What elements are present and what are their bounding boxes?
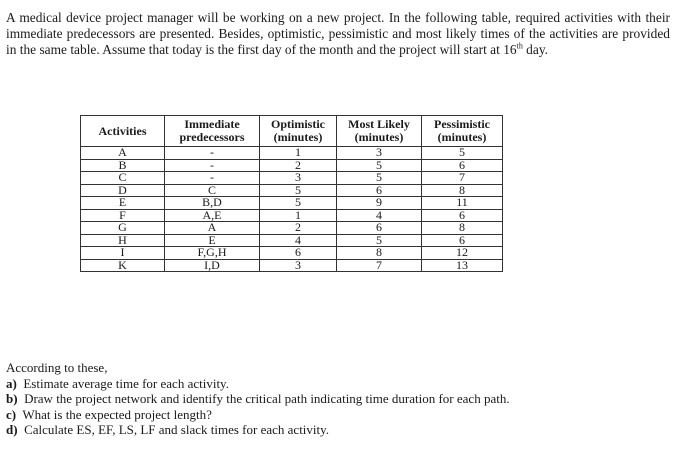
table-body — [81, 147, 503, 272]
table-cell: 5 — [260, 184, 337, 197]
table-cell: 4 — [337, 209, 422, 222]
table-cell: 5 — [260, 197, 337, 210]
intro-paragraph — [6, 10, 670, 58]
table-row — [81, 259, 503, 272]
table-cell: 5 — [337, 172, 422, 185]
table-cell: 2 — [260, 159, 337, 172]
table-cell: 9 — [337, 197, 422, 210]
table-cell: 6 — [260, 247, 337, 260]
table-row — [81, 197, 503, 210]
table-cell: 6 — [422, 209, 503, 222]
table-cell: K — [81, 259, 165, 272]
table-cell: G — [81, 222, 165, 235]
table-cell: B — [81, 159, 165, 172]
question-b: b) Draw the project network and identify the critical path indicating time duration for each path. — [6, 391, 510, 406]
table-cell: A,E — [165, 209, 260, 222]
header-most-likely: Most Likely (minutes) — [337, 116, 422, 147]
header-predecessors: Immediate predecessors — [165, 116, 260, 147]
table-cell: 6 — [337, 184, 422, 197]
table-cell: 12 — [422, 247, 503, 260]
table-cell: 4 — [260, 234, 337, 247]
table-row — [81, 147, 503, 160]
table-cell: 6 — [422, 159, 503, 172]
table-row — [81, 222, 503, 235]
table-cell: I — [81, 247, 165, 260]
table-cell: - — [165, 159, 260, 172]
table-cell: 8 — [422, 184, 503, 197]
table-cell: D — [81, 184, 165, 197]
table-cell: 8 — [337, 247, 422, 260]
table-cell: 3 — [260, 172, 337, 185]
header-pessimistic: Pessimistic (minutes) — [422, 116, 503, 147]
table-cell: 7 — [337, 259, 422, 272]
header-optimistic: Optimistic (minutes) — [260, 116, 337, 147]
table-cell: A — [165, 222, 260, 235]
table-cell: 5 — [422, 147, 503, 160]
questions-section — [6, 360, 670, 438]
questions-lead: According to these, — [6, 360, 108, 375]
table-cell: 2 — [260, 222, 337, 235]
table-row — [81, 172, 503, 185]
table-cell: 1 — [260, 209, 337, 222]
table-cell: I,D — [165, 259, 260, 272]
table-header-row — [81, 116, 503, 147]
table-cell: 3 — [260, 259, 337, 272]
table-cell: 1 — [260, 147, 337, 160]
table-cell: C — [165, 184, 260, 197]
table-cell: 5 — [337, 159, 422, 172]
table-cell: F — [81, 209, 165, 222]
table-cell: 7 — [422, 172, 503, 185]
table-row — [81, 247, 503, 260]
table-row — [81, 209, 503, 222]
table-cell: - — [165, 172, 260, 185]
ordinal-suffix: th — [516, 41, 523, 51]
question-c: c) What is the expected project length? — [6, 406, 212, 422]
table-cell: 11 — [422, 197, 503, 210]
table-cell: H — [81, 234, 165, 247]
table-cell: E — [165, 234, 260, 247]
table-cell: 8 — [422, 222, 503, 235]
table-cell: B,D — [165, 197, 260, 210]
table-row — [81, 159, 503, 172]
table-cell: 3 — [337, 147, 422, 160]
intro-text: A medical device project manager will be working on a new project. In the following table, required activities with their immediate predecessors are presented. Besides, optimistic, pessimistic and most likely times of the activities are provided in the same table. Assume that today is the first day of the month and the project will start at 16 — [6, 10, 670, 57]
table-cell: A — [81, 147, 165, 160]
table-cell: F,G,H — [165, 247, 260, 260]
table-cell: C — [81, 172, 165, 185]
table-cell: 6 — [422, 234, 503, 247]
activities-table — [80, 115, 503, 272]
table-row — [81, 234, 503, 247]
table-cell: 13 — [422, 259, 503, 272]
table-cell: 5 — [337, 234, 422, 247]
table-cell: 6 — [337, 222, 422, 235]
table-cell: - — [165, 147, 260, 160]
table-row — [81, 184, 503, 197]
table-cell: E — [81, 197, 165, 210]
question-a: a) Estimate average time for each activity. — [6, 375, 229, 391]
header-activities: Activities — [81, 116, 165, 147]
question-d: d) Calculate ES, EF, LS, LF and slack times for each activity. — [6, 422, 330, 437]
intro-text-end: day. — [522, 42, 548, 57]
